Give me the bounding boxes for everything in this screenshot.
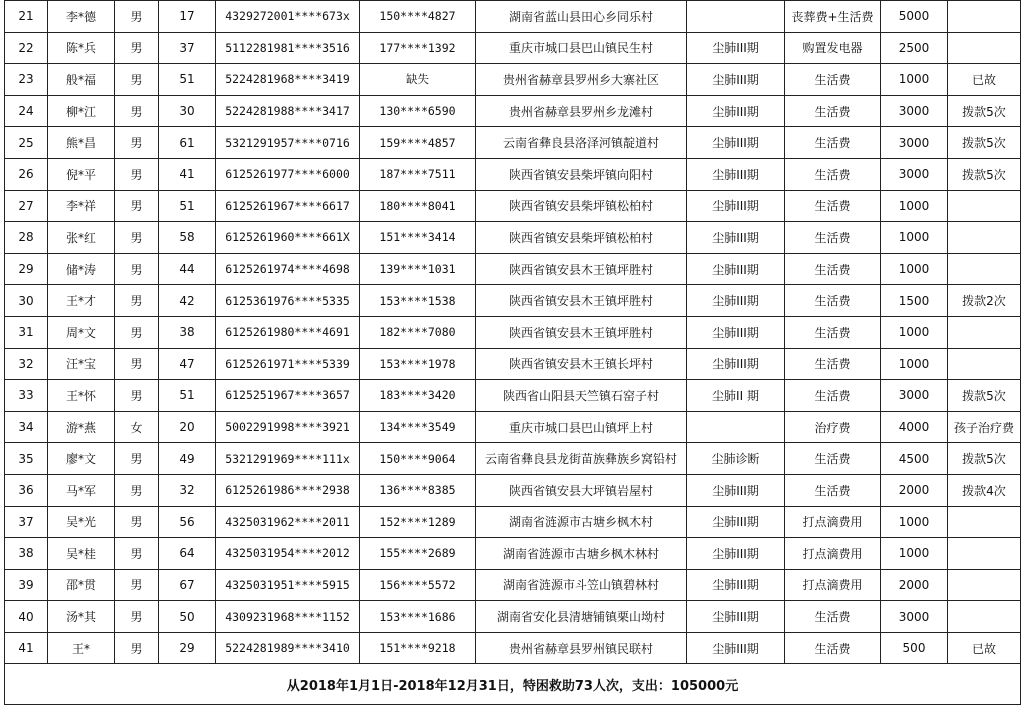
cell-diagnosis: 尘肺III期 [687,190,785,222]
cell-name: 李*德 [48,1,115,33]
cell-age: 58 [159,222,216,254]
cell-name: 陈*兵 [48,32,115,64]
cell-address: 陕西省镇安县柴坪镇松柏村 [476,190,687,222]
cell-id-number: 4309231968****1152 [216,601,360,633]
cell-name: 王*才 [48,285,115,317]
cell-purpose: 生活费 [785,158,881,190]
cell-amount: 1000 [881,64,948,96]
cell-purpose: 生活费 [785,64,881,96]
cell-phone: 150****9064 [360,443,476,475]
cell-gender: 男 [115,348,159,380]
cell-age: 49 [159,443,216,475]
cell-phone: 139****1031 [360,253,476,285]
cell-name: 熊*昌 [48,127,115,159]
cell-age: 61 [159,127,216,159]
cell-address: 陕西省镇安县木王镇坪胜村 [476,253,687,285]
cell-age: 32 [159,474,216,506]
cell-name: 汤*其 [48,601,115,633]
cell-phone: 153****1978 [360,348,476,380]
cell-note [948,316,1021,348]
cell-address: 陕西省镇安县柴坪镇松柏村 [476,222,687,254]
table-row [5,316,1021,348]
cell-name: 马*军 [48,474,115,506]
cell-name: 储*涛 [48,253,115,285]
cell-name: 般*福 [48,64,115,96]
cell-phone: 缺失 [360,64,476,96]
cell-phone: 182****7080 [360,316,476,348]
table-row [5,443,1021,475]
cell-number: 38 [5,538,48,570]
cell-phone: 134****3549 [360,411,476,443]
cell-note [948,506,1021,538]
cell-amount: 1000 [881,222,948,254]
cell-id-number: 5224281968****3419 [216,64,360,96]
cell-name: 游*燕 [48,411,115,443]
cell-address: 云南省彝良县洛泽河镇靛道村 [476,127,687,159]
cell-address: 湖南省涟源市古塘乡枫木林村 [476,538,687,570]
cell-age: 51 [159,190,216,222]
cell-address: 陕西省镇安县柴坪镇向阳村 [476,158,687,190]
cell-age: 41 [159,158,216,190]
cell-age: 20 [159,411,216,443]
cell-address: 贵州省赫章县罗州乡大寨社区 [476,64,687,96]
cell-number: 39 [5,569,48,601]
cell-name: 周*文 [48,316,115,348]
cell-id-number: 4325031954****2012 [216,538,360,570]
cell-address: 重庆市城口县巴山镇坪上村 [476,411,687,443]
cell-diagnosis: 尘肺III期 [687,32,785,64]
cell-diagnosis: 尘肺III期 [687,285,785,317]
cell-name: 吴*光 [48,506,115,538]
cell-diagnosis: 尘肺III期 [687,348,785,380]
cell-phone: 187****7511 [360,158,476,190]
cell-phone: 136****8385 [360,474,476,506]
cell-number: 23 [5,64,48,96]
table-row [5,1,1021,33]
cell-note: 拨款5次 [948,158,1021,190]
cell-number: 24 [5,95,48,127]
cell-purpose: 生活费 [785,253,881,285]
cell-diagnosis: 尘肺III期 [687,601,785,633]
cell-gender: 男 [115,285,159,317]
cell-age: 17 [159,1,216,33]
cell-amount: 1000 [881,506,948,538]
cell-note [948,253,1021,285]
cell-diagnosis: 尘肺诊断 [687,443,785,475]
cell-amount: 1000 [881,316,948,348]
cell-phone: 151****3414 [360,222,476,254]
table-row [5,222,1021,254]
cell-age: 29 [159,632,216,664]
cell-id-number: 5112281981****3516 [216,32,360,64]
cell-note: 拨款5次 [948,380,1021,412]
cell-number: 32 [5,348,48,380]
cell-id-number: 6125261974****4698 [216,253,360,285]
cell-address: 湖南省安化县清塘铺镇栗山坳村 [476,601,687,633]
cell-note: 已故 [948,632,1021,664]
cell-number: 41 [5,632,48,664]
cell-note: 拨款5次 [948,443,1021,475]
cell-amount: 2000 [881,569,948,601]
table-row [5,474,1021,506]
cell-amount: 3000 [881,380,948,412]
cell-name: 吴*桂 [48,538,115,570]
cell-purpose: 生活费 [785,127,881,159]
cell-gender: 女 [115,411,159,443]
cell-id-number: 5321291957****0716 [216,127,360,159]
cell-purpose: 生活费 [785,474,881,506]
cell-id-number: 4329272001****673x [216,1,360,33]
cell-id-number: 6125261971****5339 [216,348,360,380]
cell-number: 40 [5,601,48,633]
cell-address: 陕西省山阳县天竺镇石窑子村 [476,380,687,412]
cell-diagnosis [687,411,785,443]
cell-gender: 男 [115,158,159,190]
cell-diagnosis: 尘肺III期 [687,64,785,96]
cell-name: 邵*贯 [48,569,115,601]
cell-diagnosis: 尘肺III期 [687,316,785,348]
cell-amount: 1000 [881,253,948,285]
cell-note [948,190,1021,222]
table-row [5,632,1021,664]
cell-number: 31 [5,316,48,348]
cell-purpose: 治疗费 [785,411,881,443]
cell-amount: 1000 [881,348,948,380]
cell-purpose: 购置发电器 [785,32,881,64]
cell-name: 李*祥 [48,190,115,222]
cell-purpose: 生活费 [785,190,881,222]
cell-phone: 153****1538 [360,285,476,317]
relief-records-table [4,0,1021,705]
cell-purpose: 生活费 [785,443,881,475]
cell-id-number: 6125251967****3657 [216,380,360,412]
cell-age: 37 [159,32,216,64]
table-row [5,506,1021,538]
cell-note: 拨款5次 [948,95,1021,127]
table-row [5,411,1021,443]
cell-address: 陕西省镇安县大坪镇岩屋村 [476,474,687,506]
cell-note [948,538,1021,570]
cell-address: 陕西省镇安县木王镇长坪村 [476,348,687,380]
cell-number: 21 [5,1,48,33]
cell-number: 22 [5,32,48,64]
cell-gender: 男 [115,95,159,127]
cell-age: 51 [159,380,216,412]
cell-amount: 3000 [881,601,948,633]
cell-id-number: 5224281988****3417 [216,95,360,127]
cell-phone: 152****1289 [360,506,476,538]
cell-amount: 2000 [881,474,948,506]
cell-gender: 男 [115,64,159,96]
cell-diagnosis: 尘肺III期 [687,506,785,538]
cell-age: 38 [159,316,216,348]
cell-gender: 男 [115,443,159,475]
cell-purpose: 生活费 [785,601,881,633]
table-row [5,285,1021,317]
cell-name: 柳*江 [48,95,115,127]
cell-age: 42 [159,285,216,317]
cell-phone: 150****4827 [360,1,476,33]
cell-note [948,601,1021,633]
cell-purpose: 打点滴费用 [785,506,881,538]
cell-note [948,348,1021,380]
cell-number: 35 [5,443,48,475]
cell-diagnosis: 尘肺III期 [687,632,785,664]
cell-id-number: 5002291998****3921 [216,411,360,443]
table-row [5,569,1021,601]
cell-amount: 3000 [881,127,948,159]
cell-diagnosis: 尘肺III期 [687,538,785,570]
cell-phone: 183****3420 [360,380,476,412]
cell-id-number: 4325031962****2011 [216,506,360,538]
cell-amount: 1000 [881,190,948,222]
cell-purpose: 生活费 [785,632,881,664]
cell-phone: 177****1392 [360,32,476,64]
cell-purpose: 打点滴费用 [785,538,881,570]
cell-amount: 1000 [881,538,948,570]
cell-number: 30 [5,285,48,317]
cell-address: 重庆市城口县巴山镇民生村 [476,32,687,64]
cell-diagnosis: 尘肺III期 [687,95,785,127]
cell-diagnosis: 尘肺III期 [687,569,785,601]
cell-id-number: 4325031951****5915 [216,569,360,601]
cell-address: 湖南省蓝山县田心乡同乐村 [476,1,687,33]
cell-phone: 156****5572 [360,569,476,601]
cell-age: 44 [159,253,216,285]
cell-id-number: 6125261986****2938 [216,474,360,506]
cell-phone: 153****1686 [360,601,476,633]
cell-id-number: 5224281989****3410 [216,632,360,664]
cell-address: 贵州省赫章县罗州镇民联村 [476,632,687,664]
table-row [5,127,1021,159]
cell-age: 64 [159,538,216,570]
cell-id-number: 6125261977****6000 [216,158,360,190]
cell-purpose: 生活费 [785,285,881,317]
cell-name: 张*红 [48,222,115,254]
cell-diagnosis: 尘肺III期 [687,158,785,190]
cell-amount: 500 [881,632,948,664]
cell-note: 已故 [948,64,1021,96]
cell-amount: 3000 [881,95,948,127]
table-body [5,1,1021,664]
cell-gender: 男 [115,127,159,159]
cell-diagnosis: 尘肺III期 [687,127,785,159]
cell-amount: 1500 [881,285,948,317]
cell-address: 湖南省涟源市斗笠山镇碧林村 [476,569,687,601]
cell-purpose: 生活费 [785,95,881,127]
cell-id-number: 6125361976****5335 [216,285,360,317]
cell-note [948,569,1021,601]
table-row [5,95,1021,127]
cell-phone: 130****6590 [360,95,476,127]
cell-gender: 男 [115,1,159,33]
cell-phone: 180****8041 [360,190,476,222]
cell-age: 30 [159,95,216,127]
cell-gender: 男 [115,632,159,664]
cell-note: 拨款5次 [948,127,1021,159]
cell-note [948,32,1021,64]
cell-id-number: 5321291969****111x [216,443,360,475]
cell-address: 湖南省涟源市古塘乡枫木村 [476,506,687,538]
cell-purpose: 生活费 [785,222,881,254]
cell-number: 37 [5,506,48,538]
cell-note [948,1,1021,33]
cell-purpose: 生活费 [785,380,881,412]
cell-amount: 3000 [881,158,948,190]
cell-id-number: 6125261980****4691 [216,316,360,348]
cell-gender: 男 [115,538,159,570]
cell-number: 25 [5,127,48,159]
cell-name: 倪*平 [48,158,115,190]
cell-phone: 159****4857 [360,127,476,159]
cell-gender: 男 [115,253,159,285]
cell-phone: 151****9218 [360,632,476,664]
summary-text: 从2018年1月1日-2018年12月31日，特困救助73人次，支出：105000元 [5,664,1021,705]
cell-age: 67 [159,569,216,601]
cell-amount: 4000 [881,411,948,443]
cell-gender: 男 [115,32,159,64]
cell-address: 陕西省镇安县木王镇坪胜村 [476,285,687,317]
cell-number: 28 [5,222,48,254]
cell-note [948,222,1021,254]
cell-amount: 2500 [881,32,948,64]
cell-id-number: 6125261960****661X [216,222,360,254]
cell-name: 王* [48,632,115,664]
cell-gender: 男 [115,316,159,348]
cell-gender: 男 [115,380,159,412]
table-row [5,190,1021,222]
cell-number: 34 [5,411,48,443]
cell-gender: 男 [115,222,159,254]
cell-gender: 男 [115,601,159,633]
cell-address: 云南省彝良县龙街苗族彝族乡窝铅村 [476,443,687,475]
cell-amount: 4500 [881,443,948,475]
table-row [5,158,1021,190]
cell-diagnosis: 尘肺III期 [687,222,785,254]
cell-purpose: 丧葬费+生活费 [785,1,881,33]
cell-diagnosis: 尘肺II 期 [687,380,785,412]
cell-purpose: 打点滴费用 [785,569,881,601]
cell-name: 廖*文 [48,443,115,475]
cell-id-number: 6125261967****6617 [216,190,360,222]
cell-address: 贵州省赫章县罗州乡龙滩村 [476,95,687,127]
cell-gender: 男 [115,506,159,538]
cell-gender: 男 [115,190,159,222]
cell-age: 51 [159,64,216,96]
summary-row [5,664,1021,705]
cell-name: 王*怀 [48,380,115,412]
table-row [5,601,1021,633]
cell-number: 26 [5,158,48,190]
table-row [5,538,1021,570]
table-row [5,380,1021,412]
cell-note: 孩子治疗费 [948,411,1021,443]
cell-amount: 5000 [881,1,948,33]
cell-diagnosis: 尘肺III期 [687,253,785,285]
cell-name: 汪*宝 [48,348,115,380]
cell-number: 29 [5,253,48,285]
table-row [5,253,1021,285]
cell-phone: 155****2689 [360,538,476,570]
cell-purpose: 生活费 [785,348,881,380]
cell-gender: 男 [115,474,159,506]
table-row [5,348,1021,380]
cell-number: 36 [5,474,48,506]
cell-number: 27 [5,190,48,222]
cell-age: 47 [159,348,216,380]
cell-age: 56 [159,506,216,538]
cell-diagnosis: 尘肺III期 [687,474,785,506]
cell-gender: 男 [115,569,159,601]
cell-address: 陕西省镇安县木王镇坪胜村 [476,316,687,348]
cell-purpose: 生活费 [785,316,881,348]
cell-note: 拨款4次 [948,474,1021,506]
cell-age: 50 [159,601,216,633]
table-row [5,64,1021,96]
cell-number: 33 [5,380,48,412]
table-row [5,32,1021,64]
cell-diagnosis [687,1,785,33]
cell-note: 拨款2次 [948,285,1021,317]
